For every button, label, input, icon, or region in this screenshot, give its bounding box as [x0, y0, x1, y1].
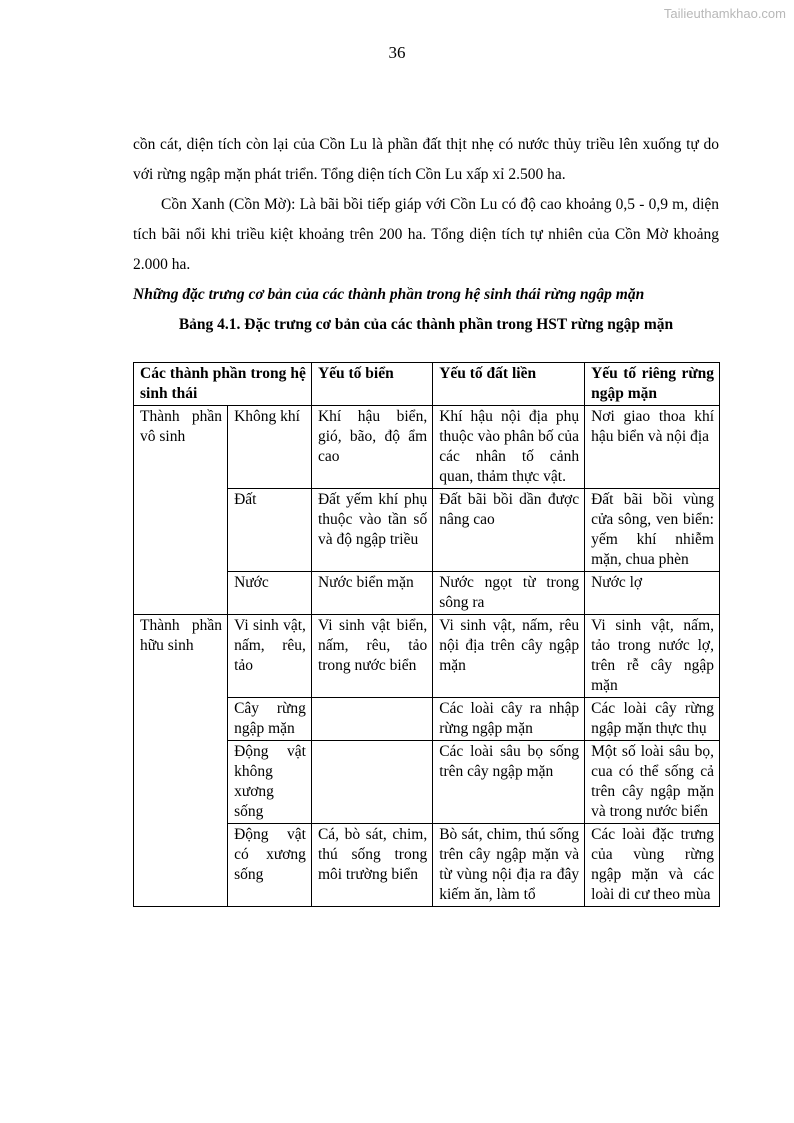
cell-mangrove: Nước lợ: [585, 572, 720, 615]
header-land: Yếu tố đất liền: [433, 363, 585, 406]
cell-sea: Nước biển mặn: [311, 572, 432, 615]
table-row: [134, 406, 720, 489]
cell-land: Nước ngọt từ trong sông ra: [433, 572, 585, 615]
sub-component: Nước: [228, 572, 312, 615]
cell-mangrove: Các loài đặc trưng của vùng rừng ngập mặn và các loài di cư theo mùa: [585, 824, 720, 907]
characteristics-table: [133, 362, 720, 907]
cell-land: Khí hậu nội địa phụ thuộc vào phân bố của các nhân tố cảnh quan, thảm thực vật.: [433, 406, 585, 489]
cell-sea: Khí hậu biển, gió, bão, độ ẩm cao: [311, 406, 432, 489]
cell-land: Đất bãi bồi dần được nâng cao: [433, 489, 585, 572]
header-mangrove: Yếu tố riêng rừng ngập mặn: [585, 363, 720, 406]
header-sea: Yếu tố biển: [311, 363, 432, 406]
cell-sea: Đất yếm khí phụ thuộc vào tần số và độ ngập triều: [311, 489, 432, 572]
group-label: Thành phần vô sinh: [134, 406, 228, 615]
group-label: Thành phần hữu sinh: [134, 615, 228, 907]
paragraph: Cồn Xanh (Cồn Mờ): Là bãi bồi tiếp giáp với Cồn Lu có độ cao khoảng 0,5 - 0,9 m, diện tích bãi nổi khi triều kiệt khoảng trên 200 ha. Tổng diện tích tự nhiên của Cồn Mờ khoảng 2.000 ha.: [133, 196, 719, 273]
document-body: [133, 130, 719, 340]
cell-sea: [311, 698, 432, 741]
table-caption: Bảng 4.1. Đặc trưng cơ bản của các thành phần trong HST rừng ngập mặn: [178, 316, 674, 333]
sub-component: Động vật có xương sống: [228, 824, 312, 907]
sub-component: Động vật không xương sống: [228, 741, 312, 824]
cell-mangrove: Đất bãi bồi vùng cửa sông, ven biển: yếm khí nhiễm mặn, chua phèn: [585, 489, 720, 572]
cell-land: Các loài cây ra nhập rừng ngập mặn: [433, 698, 585, 741]
cell-mangrove: Một số loài sâu bọ, cua có thể sống cả trên cây ngập mặn và trong nước biển: [585, 741, 720, 824]
page-number: 36: [388, 43, 406, 62]
cell-mangrove: Vi sinh vật, nấm, tảo trong nước lợ, trên rễ cây ngập mặn: [585, 615, 720, 698]
cell-sea: [311, 741, 432, 824]
cell-mangrove: Các loài cây rừng ngập mặn thực thụ: [585, 698, 720, 741]
header-components: Các thành phần trong hệ sinh thái: [134, 363, 312, 406]
cell-land: Các loài sâu bọ sống trên cây ngập mặn: [433, 741, 585, 824]
sub-component: Vi sinh vật, nấm, rêu, tảo: [228, 615, 312, 698]
sub-component: Đất: [228, 489, 312, 572]
sub-component: Cây rừng ngập mặn: [228, 698, 312, 741]
cell-land: Vi sinh vật, nấm, rêu nội địa trên cây ngập mặn: [433, 615, 585, 698]
cell-land: Bò sát, chim, thú sống trên cây ngập mặn và từ vùng nội địa ra đây kiếm ăn, làm tổ: [433, 824, 585, 907]
table-row: [134, 615, 720, 698]
table-header-row: [134, 363, 720, 406]
watermark: Tailieuthamkhao.com: [663, 6, 786, 21]
cell-mangrove: Nơi giao thoa khí hậu biển và nội địa: [585, 406, 720, 489]
section-heading: Những đặc trưng cơ bản của các thành phần trong hệ sinh thái rừng ngập mặn: [133, 286, 645, 303]
paragraph: cồn cát, diện tích còn lại của Cồn Lu là phần đất thịt nhẹ có nước thủy triều lên xuống tự do với rừng ngập mặn phát triển. Tổng diện tích Cồn Lu xấp xỉ 2.500 ha.: [133, 136, 719, 183]
sub-component: Không khí: [228, 406, 312, 489]
cell-sea: Cá, bò sát, chim, thú sống trong môi trường biển: [311, 824, 432, 907]
cell-sea: Vi sinh vật biển, nấm, rêu, tảo trong nước biển: [311, 615, 432, 698]
